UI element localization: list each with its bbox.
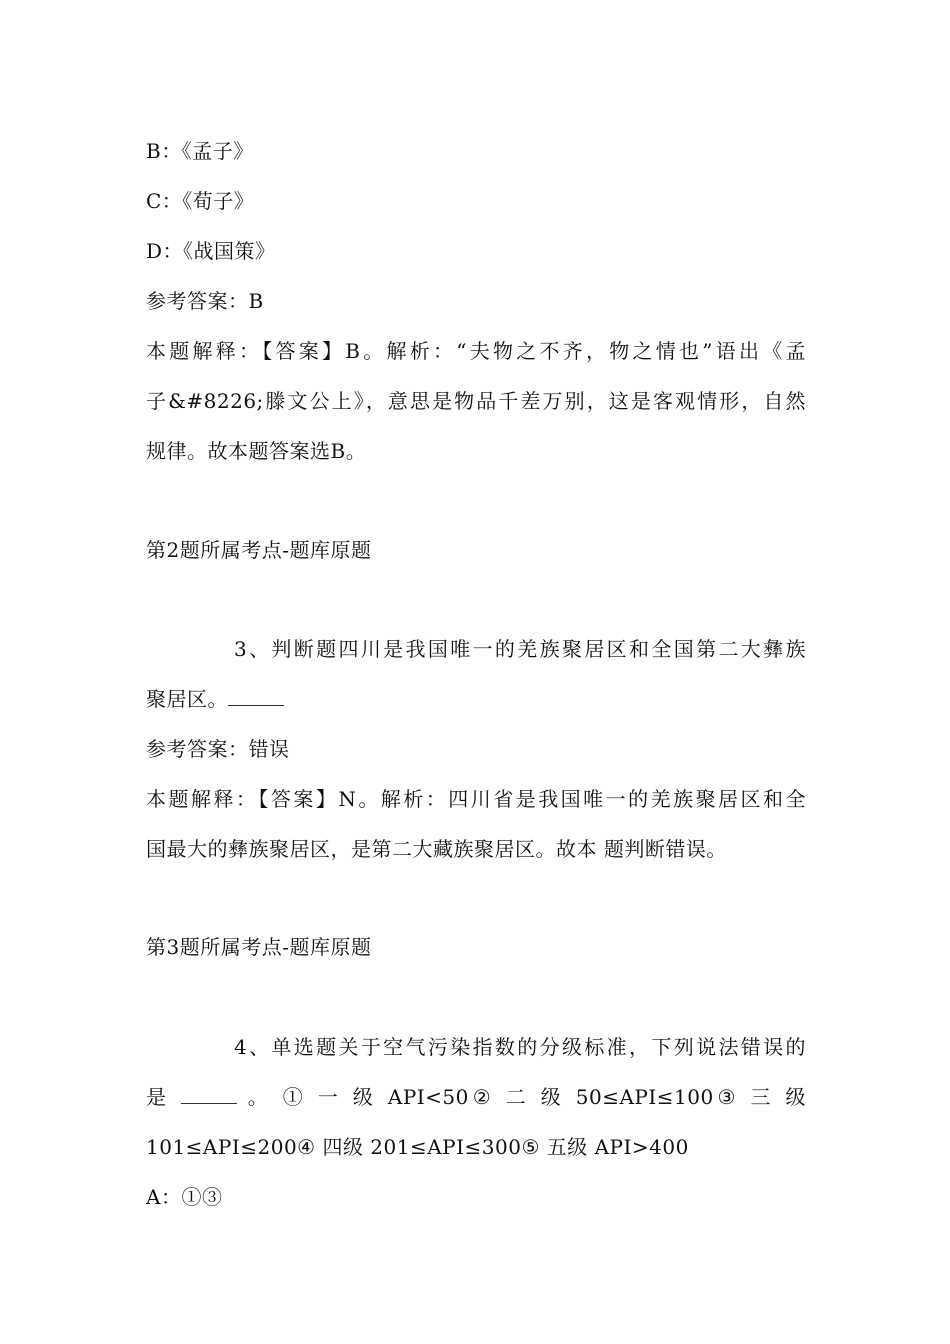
explanation-line: 本题解释：【答案】N。解析：四川省是我国唯一的羌族聚居区和全: [146, 787, 806, 811]
question-stem: 101≤API≤200④ 四级 201≤API≤300⑤ 五级 API>400: [146, 1135, 689, 1159]
question-stem: 3、判断题四川是我国唯一的羌族聚居区和全国第二大彝族: [234, 637, 806, 661]
option-c: C：《荀子》: [146, 189, 255, 213]
explanation-line: 国最大的彝族聚居区，是第二大藏族聚居区。故本 题判断错误。: [146, 837, 727, 861]
explanation-line: 本题解释：【答案】B。解析：“夫物之不齐，物之情也”语出《孟: [146, 339, 806, 363]
section-tag: 第3题所属考点-题库原题: [146, 935, 372, 959]
section-tag: 第2题所属考点-题库原题: [146, 538, 372, 562]
question-stem-line: [146, 1084, 806, 1110]
option-d: D：《战国策》: [146, 239, 276, 263]
reference-answer: 参考答案：B: [146, 289, 264, 313]
explanation-line: 规律。故本题答案选B。: [146, 439, 367, 463]
question-stem-line: [146, 686, 806, 712]
option-b: B：《孟子》: [146, 139, 254, 163]
option-a: A：①③: [146, 1185, 223, 1209]
question-stem-text: 是: [146, 1085, 171, 1109]
explanation-line: 子&#8226;滕文公上》，意思是物品千差万别，这是客观情形，自然: [146, 389, 806, 413]
reference-answer: 参考答案：错误: [146, 737, 290, 761]
question-stem-text: 。 ① 一 级 API<50② 二 级 50≤API≤100③ 三 级: [247, 1085, 807, 1109]
question-stem-text: 聚居区。: [146, 687, 228, 711]
question-stem: 4、单选题关于空气污染指数的分级标准，下列说法错误的: [234, 1035, 806, 1059]
answer-blank: [228, 689, 284, 706]
answer-blank: [181, 1087, 237, 1104]
